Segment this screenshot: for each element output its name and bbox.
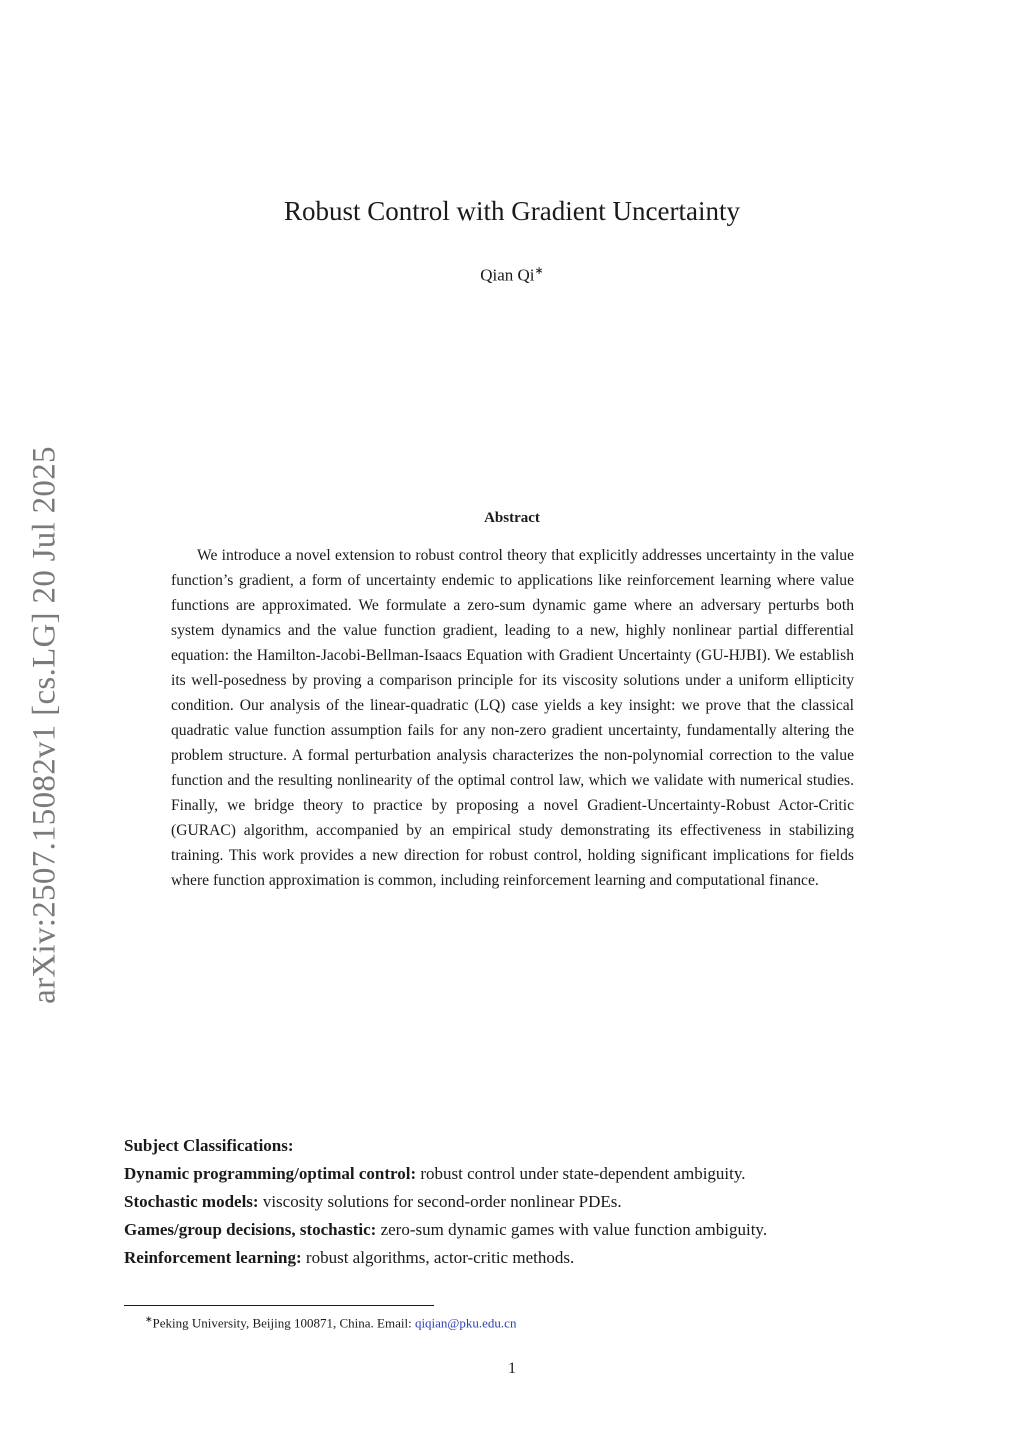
classification-label: Dynamic programming/optimal control: (124, 1164, 417, 1183)
subject-classifications (124, 1132, 902, 1272)
affiliation-footnote (145, 1309, 516, 1333)
classification-text: zero-sum dynamic games with value function ambiguity. (380, 1220, 768, 1239)
page-number: 1 (508, 1360, 516, 1377)
classification-label: Reinforcement learning: (124, 1248, 302, 1267)
classification-item (124, 1160, 902, 1188)
author-footnote-mark: ∗ (534, 265, 544, 277)
classification-label: Games/group decisions, stochastic: (124, 1220, 377, 1239)
abstract-text: We introduce a novel extension to robust control theory that explicitly addresses uncertainty in the value function’s gradient, a form of uncertainty endemic to applications like reinforcement learning where value functions are approximated. We formulate a zero-sum dynamic game where an adversary perturbs both system dynamics and the value function gradient, leading to a new, highly nonlinear partial differential equation: the Hamilton-Jacobi-Bellman-Isaacs Equation with Gradient Uncertainty (GU-HJBI). We establish its well-posedness by proving a comparison principle for its viscosity solutions under a uniform ellipticity condition. Our analysis of the linear-quadratic (LQ) case yields a key insight: we prove that the classical quadratic value function assumption fails for any non-zero gradient uncertainty, fundamentally altering the problem structure. A formal perturbation analysis characterizes the non-polynomial correction to the value function and the resulting nonlinearity of the optimal control law, which we validate with numerical studies. Finally, we bridge theory to practice by proposing a novel Gradient-Uncertainty-Robust Actor-Critic (GURAC) algorithm, accompanied by an empirical study demonstrating its effectiveness in stabilizing training. This work provides a new direction for robust control, holding significant implications for fields where function approximation is common, including reinforcement learning and computational finance. (171, 547, 854, 889)
author-line (0, 264, 1024, 286)
author-email-link[interactable]: qiqian@pku.edu.cn (414, 1315, 517, 1331)
arxiv-identifier-stamp: arXiv:2507.15082v1 [cs.LG] 20 Jul 2025 (26, 446, 63, 1004)
classification-item (124, 1216, 902, 1244)
abstract-heading: Abstract (484, 510, 540, 526)
classification-text: viscosity solutions for second-order nonlinear PDEs. (262, 1192, 622, 1211)
author-name: Qian Qi (480, 265, 535, 285)
paper-title: Robust Control with Gradient Uncertainty (284, 196, 740, 226)
footnote-mark: ∗ (145, 1314, 153, 1324)
classification-label: Stochastic models: (124, 1192, 259, 1211)
classification-item (124, 1244, 902, 1272)
footnote-divider (124, 1305, 434, 1306)
classification-text: robust algorithms, actor-critic methods. (305, 1248, 575, 1267)
classification-text: robust control under state-dependent ambiguity. (420, 1164, 746, 1183)
classification-item (124, 1188, 902, 1216)
classifications-heading: Subject Classifications: (124, 1136, 294, 1155)
footnote-text: Peking University, Beijing 100871, China. Email: (152, 1315, 415, 1331)
